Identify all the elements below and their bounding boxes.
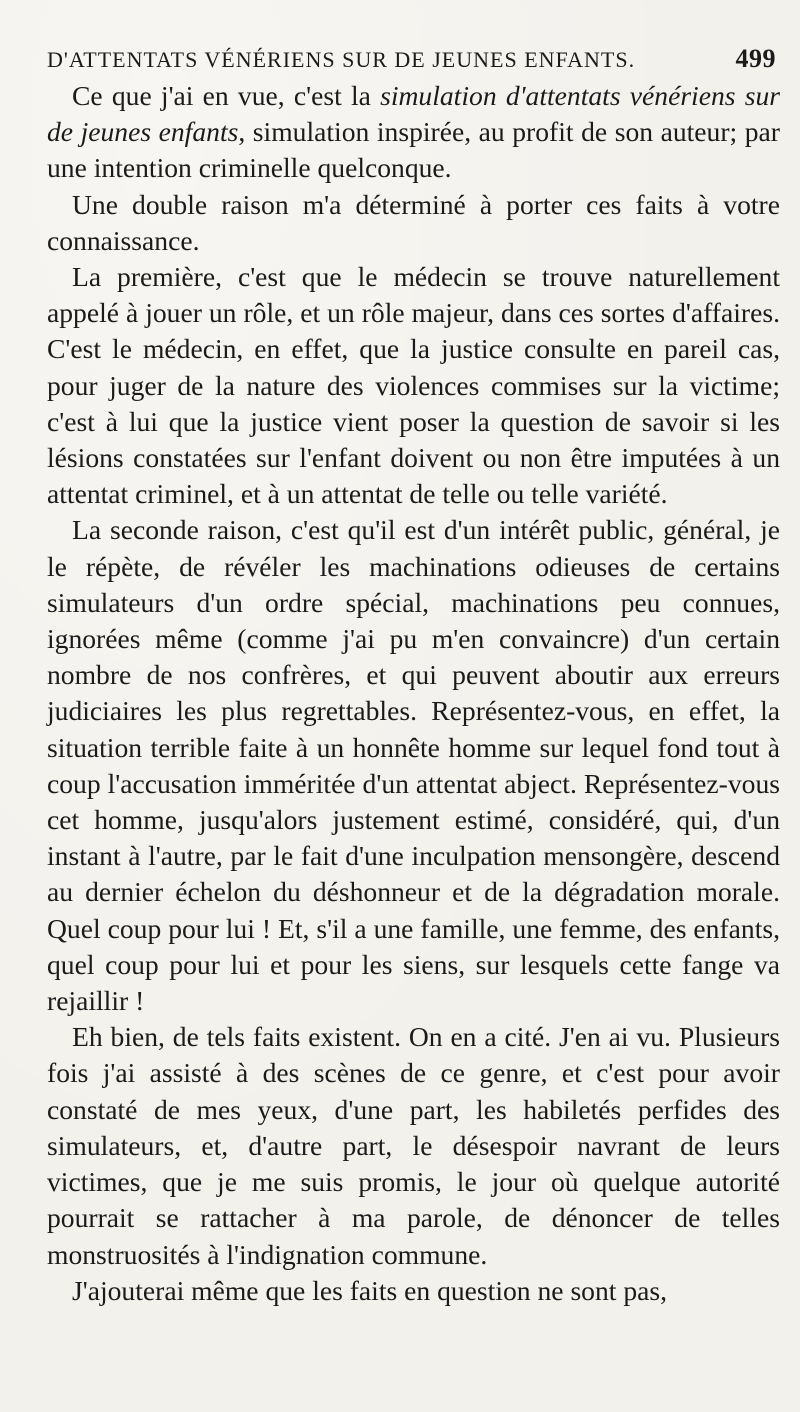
paragraph-5: Eh bien, de tels faits existent. On en a cité. J'en ai vu. Plusieurs fois j'ai assisté à des scènes de ce genre, et c'est pour avoir constaté de mes yeux, d'une part, les habiletés perfides des simulateurs, et, d'autre part, le désespoir navrant de leurs victimes, que je me suis promis, le jour où quelque autorité pourrait se rattacher à ma parole, de dénoncer de telles monstruosités à l'indignation commune. — [47, 1021, 780, 1270]
running-header — [47, 30, 776, 72]
running-title: D'ATTENTATS VÉNÉRIENS SUR DE JEUNES ENFANTS. — [47, 47, 636, 72]
body-text — [47, 78, 780, 1309]
paragraph-3: La première, c'est que le médecin se trouve naturellement appelé à jouer un rôle, et un rôle majeur, dans ces sortes d'affaires. C'est le médecin, en effet, que la justice consulte en pareil cas, pour juger de la nature des violences commises sur la victime; c'est à lui que la justice vient poser la question de savoir si les lésions constatées sur l'enfant doivent ou non être imputées à un attentat criminel, et à un attentat de telle ou telle variété. — [47, 261, 780, 510]
paragraph-4: La seconde raison, c'est qu'il est d'un intérêt public, général, je le répète, de révéler les machinations odieuses de certains simulateurs d'un ordre spécial, machinations peu connues, ignorées même (comme j'ai pu m'en convaincre) d'un certain nombre de nos confrères, et qui peuvent aboutir aux erreurs judiciaires les plus regrettables. Représentez-vous, en effet, la situation terrible faite à un honnête homme sur lequel fond tout à coup l'accusation imméritée d'un attentat abject. Représentez-vous cet homme, jusqu'alors justement estimé, considéré, qui, d'un instant à l'autre, par le fait d'une inculpation mensongère, descend au dernier échelon du déshonneur et de la dégradation morale. Quel coup pour lui ! Et, s'il a une famille, une femme, des enfants, quel coup pour lui et pour les siens, sur lesquels cette fange va rejaillir ! — [47, 514, 780, 1017]
page-number: 499 — [735, 44, 776, 73]
paragraph-2: Une double raison m'a déterminé à porter ces faits à votre connaissance. — [47, 188, 780, 256]
paragraph-1-text-start: Ce que j'ai en vue, c'est la — [72, 80, 381, 111]
paragraph-1 — [47, 78, 780, 187]
paragraph-1-text-end: , simulation inspirée, au profit de son auteur; par une intention criminelle quelconque. — [47, 116, 780, 184]
paragraph-1-italic-phrase: simulation d'attentats vénériens sur de jeunes enfants — [47, 80, 780, 148]
paragraph-6: J'ajouterai même que les faits en question ne sont pas, — [72, 1274, 668, 1306]
